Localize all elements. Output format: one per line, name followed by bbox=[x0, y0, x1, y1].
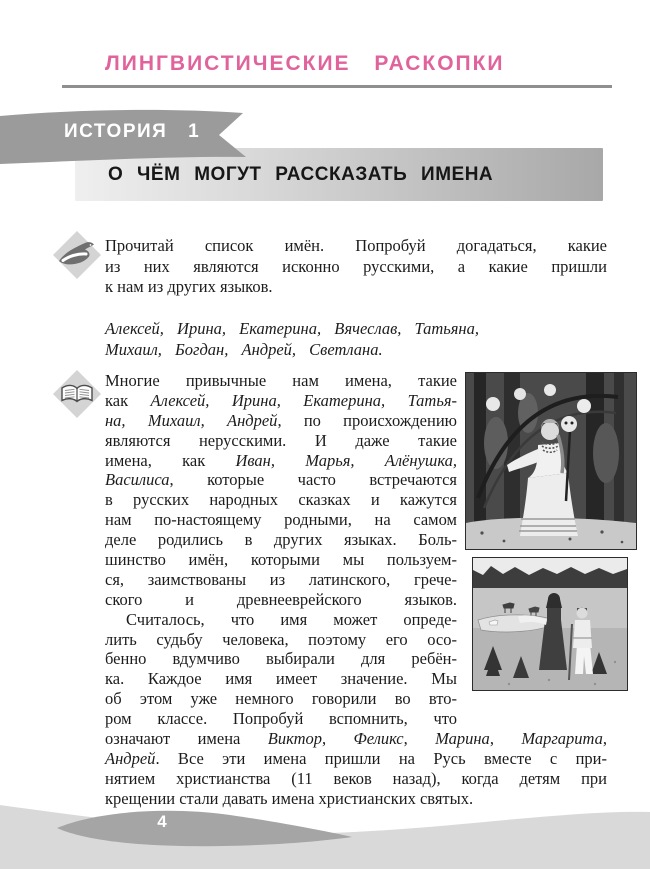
title-underline bbox=[62, 85, 612, 88]
page-title: ЛИНГВИСТИЧЕСКИЕ РАСКОПКИ bbox=[105, 52, 505, 75]
task-paragraph: Прочитай список имён. Попробуй догадаться, какие из них являются исконно русскими, а какие пришли к нам из других языков. bbox=[105, 236, 607, 297]
article-paragraph: Многие привычные нам имена, такие как Алексей, Ирина, Екатерина, Татья- на, Михаил, Андрей, по происхождению являются нерусскими. И даже такие имена, как Иван, Марья, Алёнушка, Василиса, которые часто встречаются в русских народных сказках и кажутся нам по-настоящему родными, на самом деле родились в других языках. Боль- шинство имён, которыми мы пользуем- ся, заимствованы из латинского, грече- ского и древнееврейского языков. Считалось, что имя может опреде- лить судьбу человека, поэтому его осо- бенно вдумчиво выбирали для ребён- ка. Каждое имя имеет значение. Мы об этом уже немного говорили во вто- ром классе. Попробуй вспомнить, что означают имена Виктор, Феликс, Марина, Маргарита, Андрей. Все эти имена пришли на Русь вместе с при- нятием христианства (11 веков назад), когда детям при крещении стали давать имена христианских святых. bbox=[105, 371, 608, 808]
page-number: 4 bbox=[157, 812, 167, 831]
names-list: Алексей, Ирина, Екатерина, Вячеслав, Татьяна, Михаил, Богдан, Андрей, Светлана. bbox=[105, 319, 479, 359]
footer-wave bbox=[0, 799, 650, 869]
story-ribbon-label: ИСТОРИЯ 1 bbox=[64, 121, 201, 142]
section-heading: О ЧЁМ МОГУТ РАССКАЗАТЬ ИМЕНА bbox=[108, 164, 494, 185]
open-book-icon bbox=[52, 369, 102, 419]
swallow-task-icon bbox=[52, 230, 102, 280]
